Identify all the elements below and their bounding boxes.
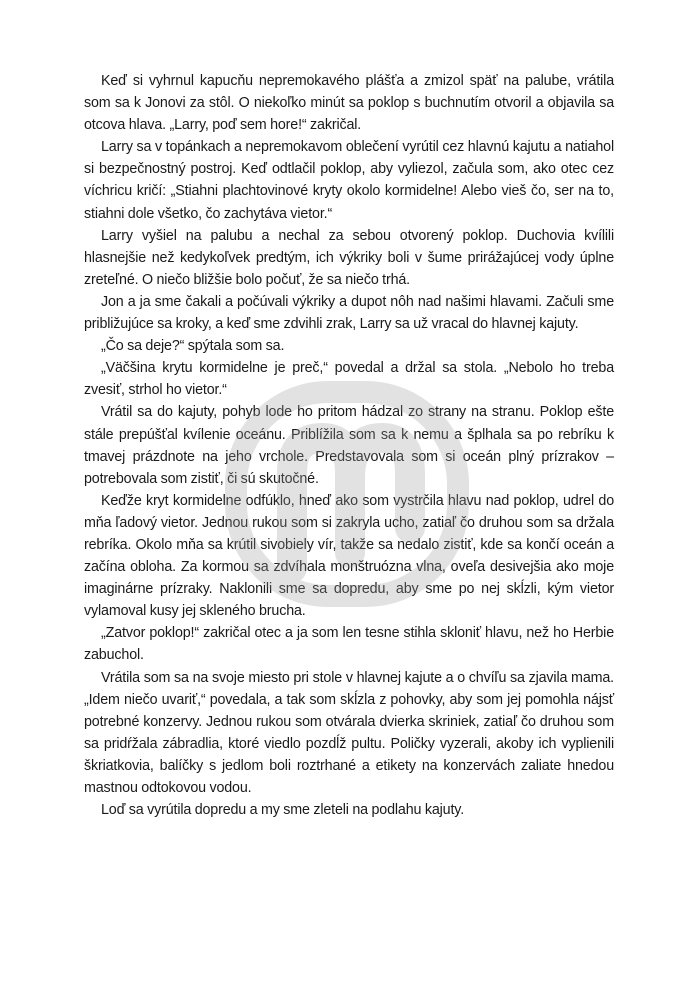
paragraph-3: Larry vyšiel na palubu a nechal za sebou otvorený poklop. Duchovia kvílili hlasnejšie než kedykoľvek predtým, ich výkriky boli v šume prirážajúcej vody úplne zreteľné. O niečo bližšie bolo počuť, že sa niečo trhá. — [84, 227, 614, 288]
document-page — [84, 70, 614, 821]
paragraph-4: Jon a ja sme čakali a počúvali výkriky a dupot nôh nad našimi hlavami. Začuli sme približujúce sa kroky, a keď sme zdvihli zrak, Larry sa už vracal do hlavnej kajuty. — [84, 293, 614, 333]
paragraph-5: „Čo sa deje?“ spýtala som sa. — [101, 338, 285, 355]
paragraph-8: Keďže kryt kormidelne odfúklo, hneď ako som vystrčila hlavu nad poklop, udrel do mňa ľadový vietor. Jednou rukou som si zakryla ucho, zatiaľ čo druhou som sa držala rebríka. Okolo mňa sa krútil sivobiely vír, takže sa nedalo zistiť, kde sa končí oceán a začína obloha. Za kormou sa zdvíhala monštruózna vlna, oveľa desivejšia ako moje imaginárne prízraky. Naklonili sme sa dopredu, aby sme po nej skĺzli, kým vietor vylamoval kusy jej skleného brucha. — [84, 492, 614, 620]
paragraph-2: Larry sa v topánkach a nepremokavom oblečení vyrútil cez hlavnú kajutu a natiahol si bezpečnostný postroj. Keď odtlačil poklop, aby vyliezol, začula som, ako otec cez víchricu kričí: „Stiahni plachtovinové kryty okolo kormidelne! Alebo vieš čo, ser na to, stiahni dole všetko, čo zachytáva vietor.“ — [84, 139, 614, 222]
paragraph-7: Vrátil sa do kajuty, pohyb lode ho pritom hádzal zo strany na stranu. Poklop ešte stále prepúšťal kvílenie oceánu. Priblížila som sa k nemu a šplhala sa po rebríku k tmavej prázdnote na jeho vrchole. Predstavovala som si oceán plný prízrakov – potrebovala som zistiť, či sú skutočné. — [84, 404, 614, 487]
paragraph-10: Vrátila som sa na svoje miesto pri stole v hlavnej kajute a o chvíľu sa zjavila mama. „Idem niečo uvariť,“ povedala, a tak som skĺzla z pohovky, aby som jej pomohla nájsť potrebné konzervy. Jednou rukou som otvárala dvierka skriniek, zatiaľ čo druhou som sa pridŕžala zábradlia, ktoré viedlo pozdĺž pultu. Poličky vyzerali, akoby ich vyplienili škriatkovia, balíčky s jedlom boli roztrhané a etikety na konzervách zaliate hnedou mastnou odtokovou vodou. — [84, 669, 614, 796]
paragraph-9: „Zatvor poklop!“ zakričal otec a ja som len tesne stihla skloniť hlavu, než ho Herbie zabuchol. — [84, 625, 614, 664]
paragraph-6: „Väčšina krytu kormidelne je preč,“ povedal a držal sa stola. „Nebolo ho treba zvesiť, strhol ho vietor.“ — [84, 360, 614, 399]
paragraph-1: Keď si vyhrnul kapucňu nepremokavého plášťa a zmizol späť na palube, vrátila som sa k Jonovi za stôl. O niekoľko minút sa poklop s buchnutím otvoril a objavila sa otcova hlava. „Larry, poď sem hore!“ zakričal. — [84, 73, 614, 134]
paragraph-11: Loď sa vyrútila dopredu a my sme zleteli na podlahu kajuty. — [101, 802, 465, 819]
